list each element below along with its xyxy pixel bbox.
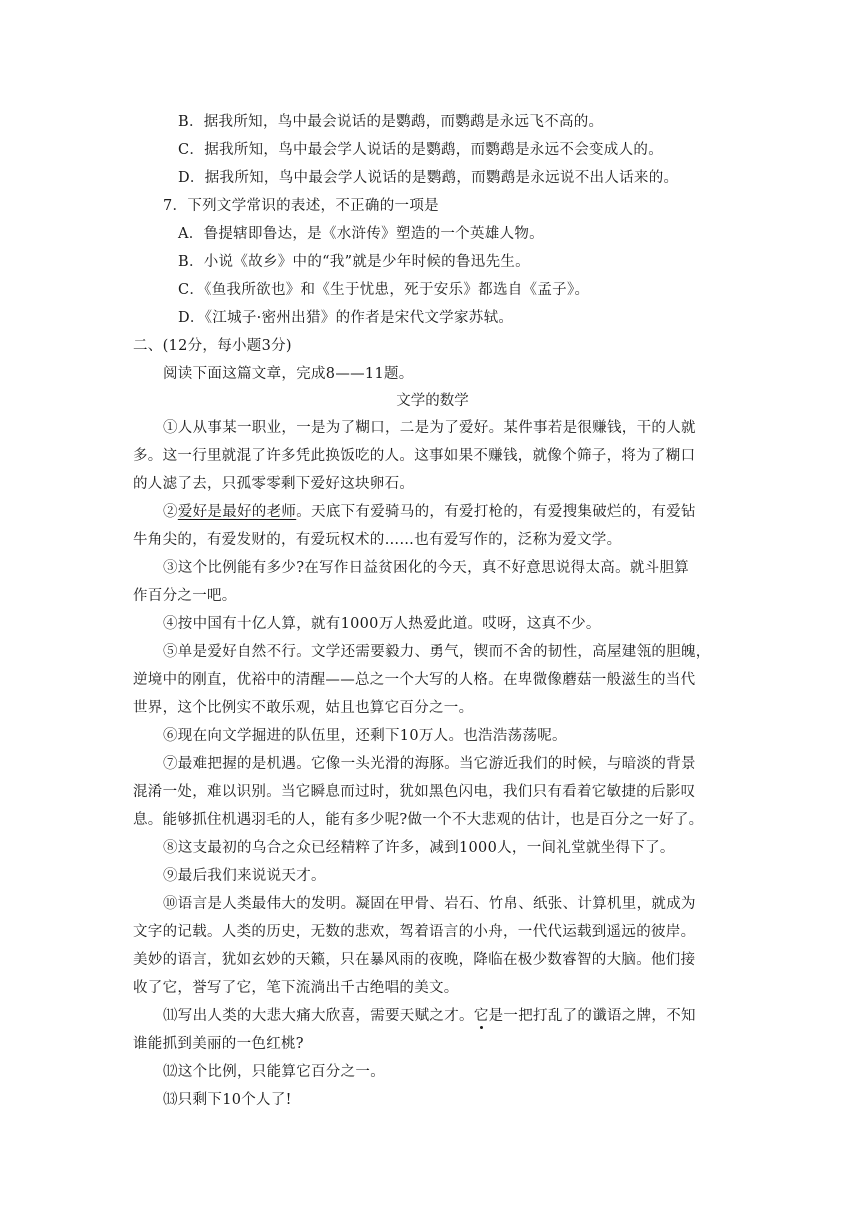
paragraph-3-line-2: 作百分之一吧。 [133,588,237,604]
paragraph-5-line-3: 世界，这个比例实不敢乐观，姑且也算它百分之一。 [133,700,474,716]
paragraph-1-line-3: 的人滤了去，只孤零零剩下爱好这块卵石。 [133,476,415,492]
q7-option-a: A．鲁提辖即鲁达，是《水浒传》塑造的一个英雄人物。 [178,226,544,242]
paragraph-2-rest: 。天底下有爱骑马的，有爱打枪的，有爱搜集破烂的，有爱钻 [296,504,696,520]
paragraph-11-start: ⑾写出人类的大悲大痛大欣喜，需要天赋之才。 [163,1008,474,1024]
paragraph-7-line-3: 息。能够抓住机遇羽毛的人，能有多少呢?做一个不大悲观的估计，也是百分之一好了。 [133,812,704,828]
paragraph-13: ⒀只剩下10个人了! [163,1092,292,1108]
article-title: 文学的数学 [396,393,469,409]
paragraph-1-line-1: ①人从事某一职业，一是为了糊口，二是为了爱好。某件事若是很赚钱，干的人就 [163,420,696,436]
paragraph-2-line-1 [163,502,696,522]
underlined-phrase: 爱好是最好的老师 [177,504,297,520]
paragraph-5-line-2: 逆境中的刚直，优裕中的清醒——总之一个大写的人格。在卑微像蘑菇一般滋生的当代 [133,672,696,688]
paragraph-10-line-4: 收了它，誉写了它，笔下流淌出千古绝唱的美文。 [133,980,459,996]
paragraph-7-line-2: 混淆一处，难以识别。当它瞬息而过时，犹如黑色闪电，我们只有看着它敏捷的后影叹 [133,784,696,800]
paragraph-10-line-1: ⑩语言是人类最伟大的发明。凝固在甲骨、岩石、竹帛、纸张、计算机里，就成为 [163,896,696,912]
section2-instruction: 阅读下面这篇文章，完成8——11题。 [163,366,414,382]
paragraph-11-rest: 是一把打乱了的谶语之牌，不知 [488,1008,696,1024]
paragraph-4: ④按中国有十亿人算，就有1000万人热爱此道。哎呀，这真不少。 [163,616,601,632]
q7-stem: 7．下列文学常识的表述，不正确的一项是 [163,198,439,214]
paragraph-1-line-2: 多。这一行里就混了许多凭此换饭吃的人。这事如果不赚钱，就像个筛子，将为了糊口 [133,448,696,464]
q6-option-d: D．据我所知，鸟中最会学人说话的是鹦鹉，而鹦鹉是永远说不出人话来的。 [178,170,679,186]
paragraph-3-line-1: ③这个比例能有多少?在写作日益贫困化的今天，真不好意思说得太高。就斗胆算 [163,560,690,576]
emphasis-dot-word: 它 [473,1008,489,1024]
paragraph-10-line-2: 文字的记载。人类的历史，无数的悲欢，驾着语言的小舟，一代代运载到遥远的彼岸。 [133,924,696,940]
q7-option-c: C．《鱼我所欲也》和《生于忧患，死于安乐》都选自《孟子》。 [178,282,590,298]
paragraph-10-line-3: 美妙的语言，犹如玄妙的天籁，只在暴风雨的夜晚，降临在极少数睿智的大脑。他们接 [133,952,696,968]
q6-option-c: C．据我所知，鸟中最会学人说话的是鹦鹉，而鹦鹉是永远不会变成人的。 [178,142,663,158]
paragraph-9: ⑨最后我们来说说天才。 [163,868,326,884]
paragraph-11-line-1 [163,1006,696,1026]
paragraph-2-number: ② [163,504,178,520]
paragraph-11-line-2: 谁能抓到美丽的一色红桃? [133,1036,304,1052]
q6-option-b: B．据我所知，鸟中最会说话的是鹦鹉，而鹦鹉是永远飞不高的。 [178,114,604,130]
paragraph-8: ⑧这支最初的乌合之众已经精粹了许多，减到1000人，一间礼堂就坐得下了。 [163,840,675,856]
section2-heading: 二、(12分，每小题3分) [133,338,292,354]
paragraph-2-line-2: 牛角尖的，有爱发财的，有爱玩权术的……也有爱写作的，泛称为爱文学。 [133,532,622,548]
q7-option-b: B．小说《故乡》中的“我”就是少年时候的鲁迅先生。 [178,254,530,270]
paragraph-6: ⑥现在向文学掘进的队伍里，还剩下10万人。也浩浩荡荡呢。 [163,728,567,744]
q7-option-d: D．《江城子·密州出猎》的作者是宋代文学家苏轼。 [178,310,514,326]
paragraph-5-line-1: ⑤单是爱好自然不行。文学还需要毅力、勇气，锲而不舍的韧性，高屋建瓴的胆魄， [163,644,711,660]
paragraph-7-line-1: ⑦最难把握的是机遇。它像一头光滑的海豚。当它游近我们的时候，与暗淡的背景 [163,756,696,772]
paragraph-12: ⑿这个比例，只能算它百分之一。 [163,1064,385,1080]
